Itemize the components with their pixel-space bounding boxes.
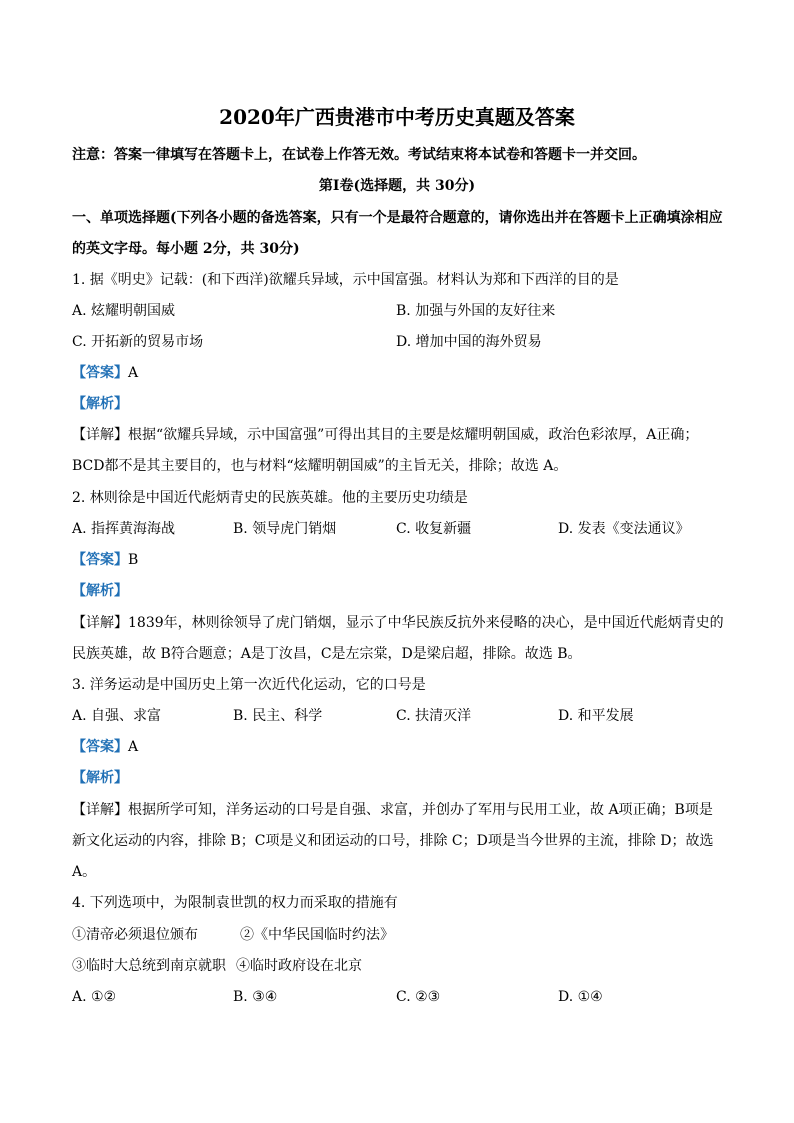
analysis-tag: 【解析】 [72,770,128,786]
q1-detail-text-1: 根据“欲耀兵异域，示中国富强”可得出其目的主要是炫耀明朝国威，政治色彩浓厚，A正确； [128,427,699,443]
q3-analysis-row [72,769,128,787]
q1-analysis-row [72,395,128,413]
q1-option-d: D. 增加中国的海外贸易 [396,334,542,350]
q3-detail-line-3: A。 [72,864,97,880]
q3-answer-row [72,738,138,756]
detail-tag: 【详解】 [72,427,128,443]
q4-item-3: ③临时大总统到南京就职 [72,958,226,974]
q3-stem: 3. 洋务运动是中国历史上第一次近代化运动，它的口号是 [72,677,426,693]
q2-detail-text-1: 1839年，林则徐领导了虎门销烟，显示了中华民族反抗外来侵略的决心，是中国近代彪炳青史的 [128,615,724,631]
section-title: 第Ⅰ卷(选择题，共 30分) [318,178,476,194]
q1-option-b: B. 加强与外国的友好往来 [396,303,556,319]
q2-answer-row [72,551,138,569]
q2-stem: 2. 林则徐是中国近代彪炳青史的民族英雄。他的主要历史功绩是 [72,490,468,506]
q4-item-1: ①清帝必须退位颁布 [72,927,198,943]
q3-detail-text-1: 根据所学可知，洋务运动的口号是自强、求富，并创办了军用与民用工业，故 A项正确；B项是 [128,802,713,818]
instructions-line-1: 一、单项选择题(下列各小题的备选答案，只有一个是最符合题意的，请你选出并在答题卡上正确填涂相应 [72,210,723,226]
q4-option-a: A. ①② [72,989,117,1005]
q2-analysis-row [72,582,128,600]
answer-tag: 【答案】 [72,365,128,381]
q1-stem: 1. 据《明史》记载：(和下西洋)欲耀兵异域，示中国富强。材料认为郑和下西洋的目的是 [72,272,619,288]
q3-option-d: D. 和平发展 [558,708,634,724]
analysis-tag: 【解析】 [72,396,128,412]
q1-detail-line-2: BCD都不是其主要目的，也与材料“炫耀明朝国威”的主旨无关，排除；故选 A。 [72,458,568,474]
q2-option-b: B. 领导虎门销烟 [233,521,337,537]
q2-detail-line-2: 民族英雄，故 B符合题意；A是丁汝昌，C是左宗棠，D是梁启超，排除。故选 B。 [72,646,582,662]
answer-tag: 【答案】 [72,552,128,568]
q2-detail-line-1 [72,614,724,632]
q3-option-c: C. 扶清灭洋 [396,708,472,724]
page-title: 2020年广西贵港市中考历史真题及答案 [219,105,575,129]
q4-option-c: C. ②③ [396,989,441,1005]
q4-option-d: D. ①④ [558,989,603,1005]
q4-option-b: B. ③④ [233,989,278,1005]
q2-answer: B [128,552,139,568]
q2-option-c: C. 收复新疆 [396,521,472,537]
q4-item-2: ②《中华民国临时约法》 [240,927,394,943]
q4-item-4: ④临时政府设在北京 [236,958,362,974]
q3-detail-line-2: 新文化运动的内容，排除 B；C项是义和团运动的口号，排除 C；D项是当今世界的主流，排除 D；故选 [72,833,714,849]
q3-detail-line-1 [72,801,713,819]
q3-option-b: B. 民主、科学 [233,708,323,724]
q1-detail-line-1 [72,426,698,444]
q3-option-a: A. 自强、求富 [72,708,162,724]
q1-option-c: C. 开拓新的贸易市场 [72,334,204,350]
q1-option-a: A. 炫耀明朝国威 [72,303,176,319]
q2-option-d: D. 发表《变法通议》 [558,521,690,537]
instructions-line-2: 的英文字母。每小题 2分，共 30分) [72,241,300,257]
q1-answer: A [128,365,139,381]
q1-answer-row [72,364,138,382]
notice-text: 注意：答案一律填写在答题卡上，在试卷上作答无效。考试结束将本试卷和答题卡一并交回。 [72,147,646,163]
q4-stem: 4. 下列选项中，为限制袁世凯的权力而采取的措施有 [72,895,398,911]
q2-option-a: A. 指挥黄海海战 [72,521,176,537]
detail-tag: 【详解】 [72,615,128,631]
q3-answer: A [128,739,139,755]
detail-tag: 【详解】 [72,802,128,818]
analysis-tag: 【解析】 [72,583,128,599]
answer-tag: 【答案】 [72,739,128,755]
